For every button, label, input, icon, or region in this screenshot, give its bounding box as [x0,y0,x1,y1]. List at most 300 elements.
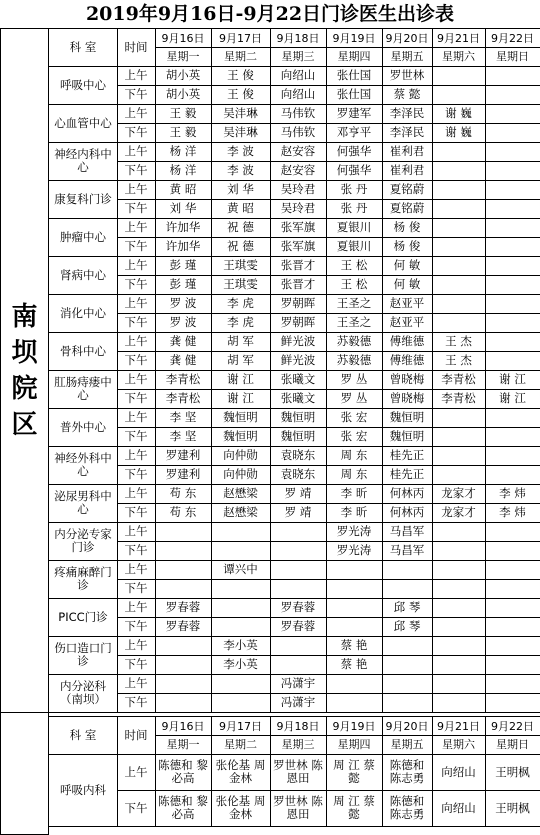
doctor-cell: 魏恒明 [270,408,327,428]
doctor-cell [485,161,540,181]
doctor-cell: 张曦文 [270,389,327,409]
doctor-cell: 张 丹 [326,199,383,219]
doctor-cell: 罗建利 [155,446,212,466]
doctor-cell: 冯潇宇 [270,693,327,713]
doctor-cell [485,446,540,466]
doctor-cell: 谢 巍 [432,123,486,143]
doctor-cell [485,560,540,580]
doctor-cell [432,636,486,656]
doctor-cell: 周 江 蔡 懿 [326,754,383,791]
doctor-cell: 许加华 [155,237,212,257]
doctor-cell: 李青松 [432,389,486,409]
doctor-cell: 桂先正 [382,465,433,485]
doctor-cell [432,579,486,599]
date-header: 9月20日 [382,716,433,736]
doctor-cell: 王 杰 [432,332,486,352]
department-name: PICC门诊 [48,598,118,637]
doctor-cell: 陈德和 陈志勇 [382,754,433,791]
doctor-cell: 向绍山 [270,66,327,86]
date-header: 9月21日 [432,28,486,48]
doctor-cell: 王 杰 [432,351,486,371]
session-label: 下午 [117,237,156,257]
doctor-cell: 李 虎 [211,313,271,333]
doctor-cell [326,617,383,637]
doctor-cell: 鲜光波 [270,351,327,371]
doctor-cell: 罗 靖 [270,503,327,523]
doctor-cell: 谭兴中 [211,560,271,580]
doctor-cell: 罗朝晖 [270,294,327,314]
doctor-cell: 周 江 蔡 懿 [326,790,383,827]
doctor-cell: 王 俊 [211,85,271,105]
doctor-cell: 李小英 [211,655,271,675]
date-header: 9月18日 [270,716,327,736]
doctor-cell: 谢 江 [211,389,271,409]
doctor-cell: 何林丙 [382,503,433,523]
weekday-header: 星期四 [326,735,383,755]
doctor-cell: 向仲勋 [211,465,271,485]
doctor-cell [485,351,540,371]
doctor-cell: 马伟钦 [270,123,327,143]
session-label: 下午 [117,579,156,599]
doctor-cell: 胡小英 [155,66,212,86]
doctor-cell: 胡小英 [155,85,212,105]
session-label: 下午 [117,199,156,219]
doctor-cell: 苟 东 [155,484,212,504]
weekday-header: 星期五 [382,47,433,67]
doctor-cell [382,560,433,580]
doctor-cell: 何 敏 [382,275,433,295]
doctor-cell: 张伦基 周金林 [211,754,271,791]
doctor-cell [432,522,486,542]
date-header: 9月16日 [155,28,212,48]
doctor-cell: 罗 波 [155,294,212,314]
doctor-cell [432,446,486,466]
doctor-cell: 罗建利 [155,465,212,485]
doctor-cell: 张晋才 [270,275,327,295]
doctor-cell: 李泽民 [382,123,433,143]
doctor-cell: 王 毅 [155,104,212,124]
weekday-header: 星期三 [270,47,327,67]
campus-label: 南坝院区 [0,28,49,713]
doctor-cell: 桂先正 [382,446,433,466]
session-label: 下午 [117,655,156,675]
doctor-cell: 蔡 艳 [326,655,383,675]
weekday-header: 星期日 [485,735,540,755]
doctor-cell [270,560,327,580]
doctor-cell: 谢 江 [211,370,271,390]
department-name: 心血管中心 [48,104,118,143]
doctor-cell: 王琪雯 [211,256,271,276]
doctor-cell: 赵安容 [270,142,327,162]
doctor-cell: 罗世林 [382,66,433,86]
doctor-cell [432,85,486,105]
doctor-cell [485,85,540,105]
doctor-cell: 邓亨平 [326,123,383,143]
session-label: 上午 [117,218,156,238]
date-header: 9月17日 [211,716,271,736]
doctor-cell: 胡 军 [211,332,271,352]
doctor-cell [485,123,540,143]
doctor-cell: 张曦文 [270,370,327,390]
doctor-cell [270,541,327,561]
doctor-cell [485,674,540,694]
doctor-cell [270,522,327,542]
doctor-cell [382,693,433,713]
date-header: 9月19日 [326,716,383,736]
doctor-cell: 马昌军 [382,522,433,542]
session-label: 上午 [117,66,156,86]
session-label: 下午 [117,351,156,371]
doctor-cell [485,655,540,675]
date-header: 9月19日 [326,28,383,48]
doctor-cell: 袁晓东 [270,465,327,485]
doctor-cell [432,199,486,219]
doctor-cell: 崔利君 [382,142,433,162]
doctor-cell: 杨 俊 [382,218,433,238]
session-label: 上午 [117,522,156,542]
session-label: 下午 [117,465,156,485]
doctor-cell: 曾晓梅 [382,370,433,390]
doctor-cell [155,693,212,713]
doctor-cell: 吴玲君 [270,180,327,200]
doctor-cell: 周 东 [326,465,383,485]
date-header: 9月18日 [270,28,327,48]
doctor-cell: 夏银川 [326,218,383,238]
doctor-cell [485,427,540,447]
doctor-cell [485,294,540,314]
doctor-cell: 祝 德 [211,237,271,257]
doctor-cell: 赵安容 [270,161,327,181]
department-name: 神经内科中心 [48,142,118,181]
doctor-cell [485,142,540,162]
doctor-cell [432,142,486,162]
date-header: 9月20日 [382,28,433,48]
date-header: 9月22日 [485,716,540,736]
doctor-cell: 崔利君 [382,161,433,181]
doctor-cell: 张 宏 [326,408,383,428]
date-header: 9月16日 [155,716,212,736]
doctor-cell: 罗春蓉 [270,598,327,618]
session-label: 下午 [117,541,156,561]
session-label: 下午 [117,389,156,409]
doctor-cell [432,655,486,675]
time-column-header: 时间 [117,716,156,755]
doctor-cell [326,598,383,618]
doctor-cell [432,218,486,238]
department-name: 消化中心 [48,294,118,333]
doctor-cell: 杨 洋 [155,142,212,162]
doctor-cell [211,541,271,561]
doctor-cell [432,427,486,447]
doctor-cell: 夏铭蔚 [382,199,433,219]
doctor-cell [155,579,212,599]
doctor-cell: 夏银川 [326,237,383,257]
doctor-cell [432,674,486,694]
session-label: 上午 [117,408,156,428]
doctor-cell: 罗世林 陈恩田 [270,754,327,791]
session-label: 下午 [117,790,156,827]
doctor-cell [211,598,271,618]
weekday-header: 星期四 [326,47,383,67]
doctor-cell: 罗 丛 [326,389,383,409]
doctor-cell: 王圣之 [326,294,383,314]
doctor-cell: 马伟钦 [270,104,327,124]
doctor-cell [485,522,540,542]
doctor-cell: 向绍山 [270,85,327,105]
doctor-cell: 李青松 [155,389,212,409]
doctor-cell: 李 炜 [485,503,540,523]
doctor-cell: 杨 俊 [382,237,433,257]
doctor-cell [432,161,486,181]
doctor-cell: 鲜光波 [270,332,327,352]
doctor-cell [432,237,486,257]
doctor-cell: 向绍山 [432,790,486,827]
doctor-cell: 罗建军 [326,104,383,124]
doctor-cell: 祝 德 [211,218,271,238]
dept-column-header: 科 室 [48,716,118,755]
doctor-cell [211,617,271,637]
doctor-cell: 王琪雯 [211,275,271,295]
doctor-cell: 李青松 [155,370,212,390]
doctor-cell [485,313,540,333]
doctor-cell: 谢 巍 [432,104,486,124]
doctor-cell: 王 俊 [211,66,271,86]
doctor-cell: 李小英 [211,636,271,656]
doctor-cell: 苏毅德 [326,332,383,352]
doctor-cell [270,655,327,675]
doctor-cell [485,465,540,485]
doctor-cell [382,655,433,675]
doctor-cell: 赵懋梁 [211,484,271,504]
department-name: 康复科门诊 [48,180,118,219]
doctor-cell: 何林丙 [382,484,433,504]
doctor-cell: 刘 华 [211,180,271,200]
session-label: 上午 [117,370,156,390]
doctor-cell: 夏铭蔚 [382,180,433,200]
doctor-cell: 龙家才 [432,484,486,504]
doctor-cell [432,693,486,713]
doctor-cell: 罗光涛 [326,522,383,542]
doctor-cell [211,522,271,542]
doctor-cell: 许加华 [155,218,212,238]
session-label: 上午 [117,598,156,618]
session-label: 下午 [117,503,156,523]
doctor-cell [211,579,271,599]
session-label: 上午 [117,636,156,656]
department-name: 呼吸中心 [48,66,118,105]
doctor-cell [326,693,383,713]
doctor-cell: 蔡 艳 [326,636,383,656]
department-name: 内分泌科（南坝） [48,674,118,713]
doctor-cell [270,579,327,599]
doctor-cell: 曾晓梅 [382,389,433,409]
doctor-cell: 王圣之 [326,313,383,333]
doctor-cell [326,560,383,580]
date-header: 9月21日 [432,716,486,736]
date-header: 9月22日 [485,28,540,48]
department-name: 泌尿男科中心 [48,484,118,523]
doctor-cell: 王 松 [326,275,383,295]
doctor-cell [485,66,540,86]
doctor-cell: 罗春蓉 [155,617,212,637]
doctor-cell: 黄 昭 [155,180,212,200]
weekday-header: 星期二 [211,47,271,67]
doctor-cell: 王明枫 [485,754,540,791]
doctor-cell: 冯潇宇 [270,674,327,694]
doctor-cell: 王 松 [326,256,383,276]
doctor-cell [270,636,327,656]
session-label: 下午 [117,85,156,105]
doctor-cell: 陈德和 陈志勇 [382,790,433,827]
doctor-cell: 罗朝晖 [270,313,327,333]
doctor-cell [155,541,212,561]
doctor-cell: 苏毅德 [326,351,383,371]
doctor-cell [432,313,486,333]
doctor-cell: 李 波 [211,161,271,181]
doctor-cell: 罗世林 陈恩田 [270,790,327,827]
doctor-cell: 王 毅 [155,123,212,143]
doctor-cell: 谢 江 [485,389,540,409]
doctor-cell [485,218,540,238]
session-label: 上午 [117,560,156,580]
doctor-cell [155,655,212,675]
doctor-cell [485,636,540,656]
doctor-cell: 魏恒明 [270,427,327,447]
doctor-cell: 李 波 [211,142,271,162]
doctor-cell: 罗光涛 [326,541,383,561]
doctor-cell: 张仕国 [326,85,383,105]
doctor-cell [155,674,212,694]
doctor-cell [432,408,486,428]
department-name: 呼吸内科 [48,754,118,827]
doctor-cell [211,674,271,694]
session-label: 上午 [117,332,156,352]
time-column-header: 时间 [117,28,156,67]
doctor-cell: 吴玲君 [270,199,327,219]
doctor-cell: 张 宏 [326,427,383,447]
doctor-cell: 陈德和 黎必高 [155,790,212,827]
doctor-cell: 魏恒明 [382,427,433,447]
department-name: 肿瘤中心 [48,218,118,257]
doctor-cell [326,674,383,694]
doctor-cell [485,332,540,352]
doctor-cell: 刘 华 [155,199,212,219]
doctor-cell: 魏恒明 [211,408,271,428]
doctor-cell: 罗 波 [155,313,212,333]
doctor-cell [432,541,486,561]
doctor-cell: 何强华 [326,161,383,181]
dept-column-header: 科 室 [48,28,118,67]
doctor-cell [432,294,486,314]
doctor-cell [382,579,433,599]
doctor-cell: 苟 东 [155,503,212,523]
department-name: 神经外科中心 [48,446,118,485]
doctor-cell: 张伦基 周金林 [211,790,271,827]
doctor-cell: 李 虎 [211,294,271,314]
doctor-cell [485,617,540,637]
doctor-cell: 李青松 [432,370,486,390]
doctor-cell: 赵亚平 [382,313,433,333]
page-title: 2019年9月16日-9月22日门诊医生出诊表 [85,3,455,25]
doctor-cell [155,522,212,542]
session-label: 下午 [117,123,156,143]
doctor-cell [485,237,540,257]
doctor-cell [432,465,486,485]
weekday-header: 星期一 [155,47,212,67]
session-label: 上午 [117,674,156,694]
session-label: 上午 [117,256,156,276]
weekday-header: 星期六 [432,47,486,67]
doctor-cell [485,199,540,219]
doctor-cell: 陈德和 黎必高 [155,754,212,791]
session-label: 上午 [117,446,156,466]
date-header: 9月17日 [211,28,271,48]
doctor-cell: 傅维德 [382,332,433,352]
doctor-cell: 邱 琴 [382,617,433,637]
doctor-cell [155,636,212,656]
session-label: 下午 [117,161,156,181]
session-label: 上午 [117,754,156,791]
doctor-cell: 李 坚 [155,427,212,447]
doctor-cell: 马昌军 [382,541,433,561]
doctor-cell: 张仕国 [326,66,383,86]
doctor-cell [432,180,486,200]
weekday-header: 星期一 [155,735,212,755]
doctor-cell: 蔡 懿 [382,85,433,105]
doctor-cell: 吴沣琳 [211,123,271,143]
weekday-header: 星期六 [432,735,486,755]
session-label: 上午 [117,180,156,200]
session-label: 上午 [117,104,156,124]
doctor-cell: 罗春蓉 [155,598,212,618]
doctor-cell [211,693,271,713]
doctor-cell: 张晋才 [270,256,327,276]
doctor-cell [485,579,540,599]
doctor-cell [485,408,540,428]
doctor-cell: 龙家才 [432,503,486,523]
doctor-cell: 胡 军 [211,351,271,371]
doctor-cell [326,579,383,599]
doctor-cell: 邱 琴 [382,598,433,618]
department-name: 伤口造口门诊 [48,636,118,675]
doctor-cell [382,674,433,694]
doctor-cell: 李泽民 [382,104,433,124]
doctor-cell: 彭 瑾 [155,256,212,276]
doctor-cell: 周 东 [326,446,383,466]
doctor-cell: 傅维德 [382,351,433,371]
doctor-cell: 张 丹 [326,180,383,200]
session-label: 下午 [117,693,156,713]
session-label: 下午 [117,617,156,637]
doctor-cell: 谢 江 [485,370,540,390]
session-label: 下午 [117,275,156,295]
department-name: 肛肠痔瘘中心 [48,370,118,409]
doctor-cell: 李 炜 [485,484,540,504]
doctor-cell [432,66,486,86]
campus-continuation [0,712,49,835]
doctor-cell [485,598,540,618]
doctor-cell: 何强华 [326,142,383,162]
doctor-cell [432,598,486,618]
doctor-cell: 张军旗 [270,237,327,257]
session-label: 上午 [117,142,156,162]
doctor-cell: 何 敏 [382,256,433,276]
doctor-cell [485,275,540,295]
schedule-table [0,28,540,821]
doctor-cell [485,256,540,276]
doctor-cell [485,541,540,561]
doctor-cell: 王明枫 [485,790,540,827]
